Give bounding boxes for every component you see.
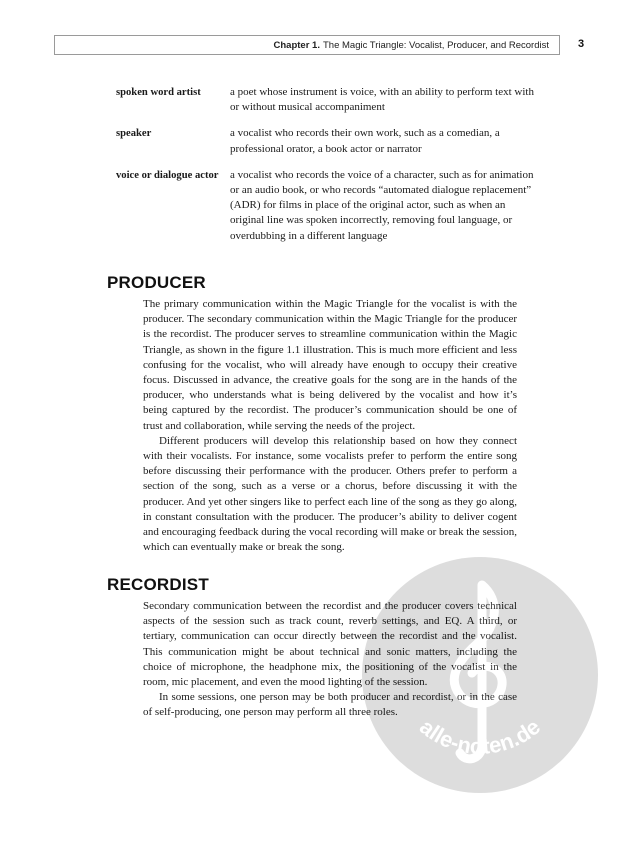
- recordist-body: [143, 599, 517, 721]
- producer-heading: PRODUCER: [107, 273, 206, 292]
- producer-paragraph-2: Different producers will develop this relationship based on how they connect with their vocalists. For instance, some vocalists prefer to perform the entire song before discussing their performance with the producer. Others prefer to perform a section of the song, such as a verse or a chorus, before discussing it with the producer. And yet other singers like to perfect each line of the song as they go along, in constant consultation with the producer. The producer’s ability to deliver cogent and encouraging feedback during the vocal recording will make or break the session, which can eventually make or break the song.: [143, 434, 517, 554]
- definition-term: spoken word artist: [116, 87, 201, 98]
- page-number: 3: [578, 38, 585, 50]
- definition-item: [116, 126, 540, 156]
- definition-description: a vocalist who records their own work, such as a comedian, a professional orator, a book actor or narrator: [230, 127, 500, 155]
- running-header: [54, 35, 560, 55]
- recordist-heading: RECORDIST: [107, 575, 209, 594]
- producer-body: [143, 297, 517, 555]
- chapter-label: Chapter 1.: [273, 39, 320, 51]
- definition-list: [116, 85, 540, 255]
- chapter-title: The Magic Triangle: Vocalist, Producer, and Recordist: [322, 39, 549, 51]
- definition-item: [116, 168, 540, 244]
- recordist-paragraph-1: Secondary communication between the recordist and the producer covers technical aspects of the session such as track count, reverb settings, and EQ. A third, or tertiary, communication can occur directly between the recordist and the vocalist. This communication might be about technical and sonic matters, including the choice of microphone, the headphone mix, the positioning of the vocalist in the room, mic placement, and even the mood lighting of the session.: [143, 600, 517, 689]
- definition-term: voice or dialogue actor: [116, 169, 219, 181]
- definition-item: [116, 85, 540, 115]
- definition-term: speaker: [116, 128, 152, 140]
- recordist-paragraph-2: In some sessions, one person may be both producer and recordist, or in the case of self-producing, one person may perform all three roles.: [143, 691, 517, 719]
- producer-paragraph-1: The primary communication within the Magic Triangle for the vocalist is with the producer. The secondary communication within the Magic Triangle for the producer is the recordist. The producer serves to streamline communication within the Magic Triangle, as shown in the figure 1.1 illustration. This is much more efficient and less confusing for the vocalist, who will already have enough to occupy their creative focus. Discussed in advance, the creative goals for the song are in the hands of the producer, who understands what is being delivered by the vocalist and how it’s being captured by the recordist. The producer’s communication should be one of trust and collaboration, while serving the needs of the project.: [143, 298, 517, 432]
- definition-description: a poet whose instrument is voice, with an ability to perform text with or without musical accompaniment: [230, 86, 534, 114]
- watermark-text: alle-noten.de: [415, 713, 545, 759]
- definition-description: a vocalist who records the voice of a character, such as for animation or an audio book, or who records “automated dialogue replacement” (ADR) for films in place of the original actor, such as when an original line was spoken incorrectly, removing foul language, or overdubbing in a different language: [230, 168, 534, 242]
